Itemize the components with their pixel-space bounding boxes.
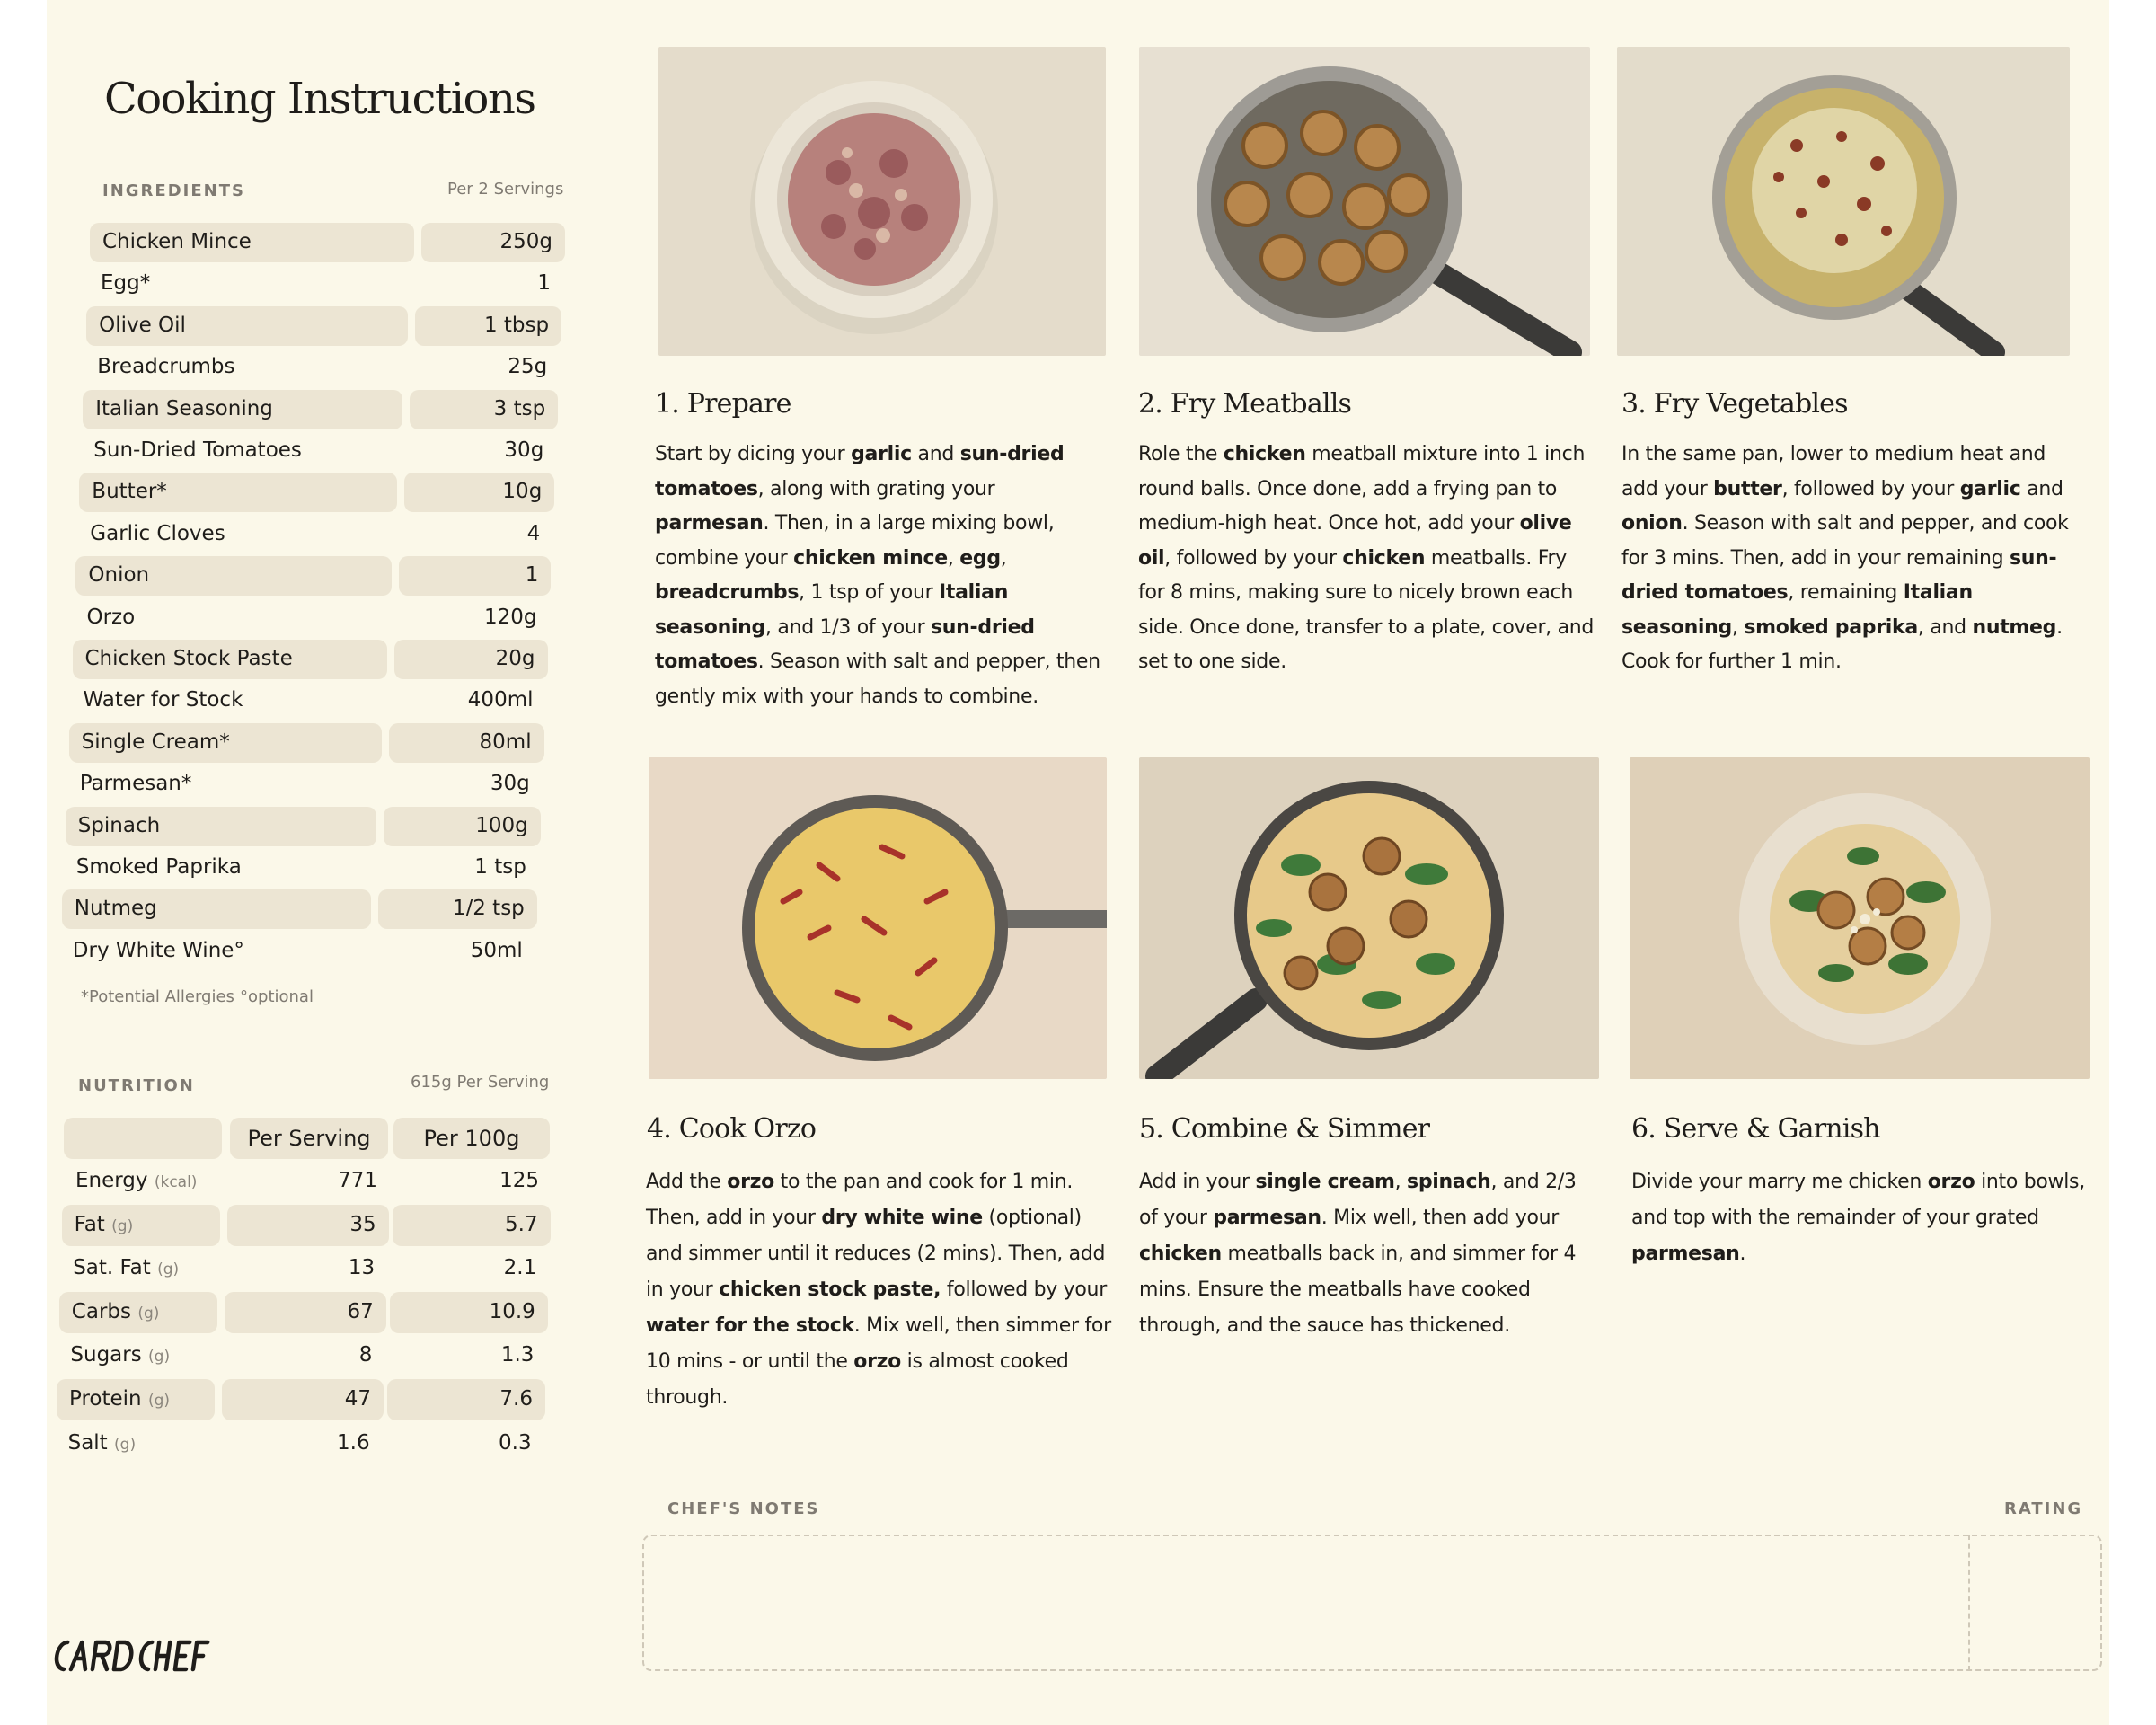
text-run: Start by dicing your bbox=[655, 443, 852, 465]
ingredient-row bbox=[75, 598, 550, 638]
ingredient-row bbox=[60, 932, 535, 971]
nutrient-label: Sat. Fat bbox=[73, 1256, 151, 1280]
ingredient-row bbox=[71, 681, 546, 721]
text-run: and bbox=[911, 443, 960, 465]
ingredient-row bbox=[81, 431, 556, 471]
text-run: , followed by your bbox=[1164, 546, 1343, 570]
ingredient-name: Italian Seasoning bbox=[95, 396, 273, 420]
nutrient-per-serving: 47 bbox=[344, 1387, 371, 1411]
step-5-photo bbox=[1139, 757, 1599, 1079]
text-run: , along with grating your bbox=[757, 477, 995, 500]
nutrition-row bbox=[56, 1423, 550, 1464]
ingredient-row bbox=[79, 473, 554, 512]
nutrient-unit: (kcal) bbox=[154, 1173, 198, 1191]
ingredient-quantity: 50ml bbox=[470, 938, 523, 962]
ingredients-label: INGREDIENTS bbox=[102, 181, 245, 200]
nutrition-row bbox=[59, 1292, 553, 1333]
nutrient-per-serving: 13 bbox=[348, 1256, 376, 1280]
nutrition-label: NUTRITION bbox=[78, 1076, 195, 1095]
bold-ingredient: onion bbox=[1621, 512, 1683, 535]
nutrient-label: Fat bbox=[74, 1212, 105, 1236]
bold-ingredient: Italian seasoning bbox=[1621, 581, 1973, 639]
nutrition-row bbox=[57, 1335, 552, 1376]
page-title: Cooking Instructions bbox=[104, 74, 535, 124]
ingredient-quantity: 4 bbox=[526, 521, 541, 545]
nutrient-per-100g: 0.3 bbox=[499, 1430, 532, 1455]
text-run: . Then, in a large mixing bowl, combine your bbox=[655, 512, 1055, 570]
text-run: . Mix well, then simmer for 10 mins - or until the bbox=[646, 1314, 1111, 1373]
text-run: , bbox=[1394, 1171, 1408, 1193]
text-run: , bbox=[1000, 546, 1007, 570]
text-run: , and 1/3 of your bbox=[764, 615, 932, 639]
step-2-text bbox=[1138, 438, 1596, 680]
nutrient-name bbox=[75, 1213, 134, 1236]
ingredient-name: Garlic Cloves bbox=[90, 521, 225, 545]
nutrient-name bbox=[70, 1343, 170, 1367]
step-6-title: 6. Serve & Garnish bbox=[1631, 1113, 1880, 1145]
ingredient-quantity: 1 tbsp bbox=[483, 313, 550, 337]
nutrient-label: Sugars bbox=[70, 1343, 142, 1367]
bold-ingredient: parmesan bbox=[1631, 1243, 1740, 1265]
step-2-photo bbox=[1139, 47, 1590, 356]
step-4-text bbox=[646, 1164, 1111, 1416]
allergy-note: *Potential Allergies bbox=[81, 987, 234, 1006]
bold-ingredient: garlic bbox=[851, 443, 912, 465]
ingredient-quantity: 10g bbox=[502, 480, 543, 504]
step-3-title: 3. Fry Vegetables bbox=[1621, 388, 1848, 420]
bold-ingredient: orzo bbox=[727, 1171, 774, 1193]
nutrient-per-serving: 1.6 bbox=[337, 1430, 370, 1455]
text-run: Role the bbox=[1138, 443, 1224, 465]
text-run: meatball mixture into 1 inch round balls. Once done, add a frying pan to medium-high heat. Once hot, add your bbox=[1138, 443, 1586, 535]
ingredient-name: Dry White Wine° bbox=[72, 938, 244, 962]
step-1-photo bbox=[658, 47, 1106, 356]
rating-label: RATING bbox=[2004, 1499, 2083, 1518]
nutrient-label: Energy bbox=[75, 1169, 148, 1192]
text-run: . bbox=[1739, 1243, 1746, 1265]
nutrient-name bbox=[75, 1169, 197, 1192]
text-run: , and 2/3 of your bbox=[1139, 1171, 1577, 1229]
nutrient-name bbox=[73, 1256, 179, 1279]
nutrition-row bbox=[63, 1161, 557, 1202]
ingredient-quantity: 1 bbox=[537, 271, 551, 296]
text-run: , followed by your bbox=[1781, 477, 1960, 500]
step-1-title: 1. Prepare bbox=[655, 388, 791, 420]
bold-ingredient: butter bbox=[1713, 477, 1782, 500]
bold-ingredient: egg bbox=[959, 546, 1001, 570]
nutrient-per-serving: 67 bbox=[347, 1299, 374, 1323]
text-run: . Season with salt and pepper, then gently mix with your hands to combine. bbox=[655, 650, 1100, 708]
nutrient-unit: (g) bbox=[114, 1435, 137, 1454]
step-5-text bbox=[1139, 1164, 1597, 1344]
ingredient-quantity: 1/2 tsp bbox=[452, 897, 525, 921]
step-6-photo bbox=[1630, 757, 2090, 1079]
bold-ingredient: spinach bbox=[1407, 1171, 1491, 1193]
ingredient-row bbox=[66, 807, 541, 846]
bold-ingredient: olive oil bbox=[1138, 512, 1572, 570]
ingredient-name: Nutmeg bbox=[74, 897, 157, 921]
ingredient-quantity: 25g bbox=[508, 355, 548, 379]
text-run: In the same pan, lower to medium heat and add your bbox=[1621, 443, 2046, 500]
bold-ingredient: Italian seasoning bbox=[655, 581, 1009, 639]
ingredient-name: Spinach bbox=[77, 813, 161, 837]
bold-ingredient: chicken bbox=[1342, 546, 1426, 570]
nutrient-per-100g: 1.3 bbox=[500, 1343, 535, 1367]
ingredient-quantity: 400ml bbox=[467, 688, 534, 712]
optional-note: °optional bbox=[240, 987, 314, 1006]
step-4-title: 4. Cook Orzo bbox=[647, 1113, 817, 1145]
cardchef-logo bbox=[50, 1637, 230, 1680]
ingredient-name: Water for Stock bbox=[83, 688, 243, 712]
step-2-title: 2. Fry Meatballs bbox=[1138, 388, 1352, 420]
bold-ingredient: nutmeg bbox=[1972, 615, 2057, 639]
text-run: followed by your bbox=[941, 1278, 1107, 1301]
text-run: , bbox=[947, 546, 960, 570]
ingredient-row bbox=[90, 223, 565, 262]
servings-label: Per 2 Servings bbox=[447, 180, 564, 199]
bold-ingredient: chicken stock paste, bbox=[719, 1278, 941, 1301]
bold-ingredient: orzo bbox=[853, 1350, 901, 1373]
bold-ingredient: parmesan bbox=[1213, 1207, 1321, 1229]
chefs-notes-label: CHEF'S NOTES bbox=[667, 1499, 820, 1518]
text-run: , 1 tsp of your bbox=[799, 581, 940, 604]
bold-ingredient: chicken bbox=[1223, 443, 1306, 465]
ingredient-name: Orzo bbox=[86, 605, 136, 629]
nutrient-name bbox=[68, 1431, 136, 1455]
ingredient-name: Parmesan* bbox=[79, 772, 192, 796]
step-1-text bbox=[655, 438, 1113, 714]
bold-ingredient: chicken mince bbox=[793, 546, 948, 570]
nutrient-unit: (g) bbox=[148, 1348, 171, 1367]
ingredient-name: Olive Oil bbox=[99, 313, 186, 337]
ingredient-row bbox=[86, 306, 561, 346]
nutrition-row bbox=[62, 1205, 556, 1246]
text-run: , and bbox=[1917, 615, 1973, 639]
step-5-title: 5. Combine & Simmer bbox=[1139, 1113, 1430, 1145]
bold-ingredient: breadcrumbs bbox=[655, 581, 800, 604]
bold-ingredient: smoked paprika bbox=[1744, 615, 1918, 639]
ingredient-quantity: 1 bbox=[525, 563, 539, 588]
ingredient-row bbox=[67, 765, 543, 804]
nutrient-per-100g: 125 bbox=[499, 1169, 539, 1192]
step-4-photo bbox=[649, 757, 1107, 1079]
ingredient-name: Sun-Dried Tomatoes bbox=[93, 438, 302, 462]
ingredient-name: Chicken Mince bbox=[102, 230, 252, 253]
ingredient-row bbox=[88, 264, 563, 304]
ingredient-quantity: 3 tsp bbox=[493, 396, 546, 420]
bold-ingredient: single cream bbox=[1255, 1171, 1395, 1193]
step-3-text bbox=[1621, 438, 2080, 680]
ingredient-row bbox=[83, 390, 558, 429]
nutrient-name bbox=[72, 1300, 160, 1323]
bold-ingredient: orzo bbox=[1927, 1171, 1975, 1193]
serving-weight: 615g Per Serving bbox=[411, 1073, 550, 1092]
nutrient-per-100g: 5.7 bbox=[505, 1212, 538, 1236]
ingredient-name: Onion bbox=[88, 563, 150, 588]
nutrient-unit: (g) bbox=[111, 1216, 134, 1235]
bold-ingredient: sun-dried tomatoes bbox=[655, 443, 1065, 500]
text-run: (optional) and simmer until it reduces (2 mins). Then, add in your bbox=[646, 1207, 1106, 1301]
ingredient-quantity: 100g bbox=[475, 813, 528, 837]
ingredient-name: Chicken Stock Paste bbox=[84, 647, 293, 670]
nutrient-unit: (g) bbox=[147, 1392, 170, 1410]
nutrient-per-100g: 10.9 bbox=[489, 1299, 535, 1323]
text-run: , remaining bbox=[1788, 581, 1904, 604]
step-3-photo bbox=[1617, 47, 2070, 356]
text-run: Add the bbox=[646, 1171, 728, 1193]
nutrient-label: Salt bbox=[67, 1430, 108, 1455]
chefs-notes-input[interactable] bbox=[642, 1535, 2102, 1671]
nutrition-header-per-serving: Per Serving bbox=[230, 1118, 388, 1159]
bold-ingredient: parmesan bbox=[655, 512, 764, 535]
text-run: meatballs back in, and simmer for 4 mins. Ensure the meatballs have cooked through, and the sauce has thickened. bbox=[1139, 1243, 1577, 1337]
ingredient-quantity: 30g bbox=[490, 772, 530, 796]
ingredient-quantity: 120g bbox=[484, 605, 537, 629]
text-run: . Mix well, then add your bbox=[1321, 1207, 1560, 1229]
ingredient-name: Egg* bbox=[101, 271, 151, 296]
ingredient-row bbox=[84, 348, 560, 387]
bold-ingredient: garlic bbox=[1959, 477, 2021, 500]
text-run: Divide your marry me chicken bbox=[1631, 1171, 1928, 1193]
bold-ingredient: sun-dried tomatoes bbox=[1621, 546, 2057, 604]
nutrition-header-blank bbox=[64, 1118, 222, 1159]
text-run: Add in your bbox=[1139, 1171, 1256, 1193]
nutrient-unit: (g) bbox=[157, 1261, 180, 1279]
text-run: meatballs. Fry for 8 mins, making sure to nicely brown each side. Once done, transfer to a plate, cover, and set to one side. bbox=[1138, 546, 1595, 673]
text-run: is almost cooked through. bbox=[646, 1350, 1069, 1409]
text-run: . Season with salt and pepper, and cook for 3 mins. Then, add in your remaining bbox=[1621, 512, 2069, 570]
ingredient-quantity: 80ml bbox=[479, 730, 532, 754]
ingredient-name: Butter* bbox=[92, 480, 167, 504]
ingredient-quantity: 250g bbox=[499, 230, 552, 253]
nutrient-per-100g: 7.6 bbox=[499, 1387, 533, 1411]
ingredient-row bbox=[64, 848, 539, 888]
ingredient-quantity: 20g bbox=[495, 647, 535, 670]
step-6-text bbox=[1631, 1164, 2107, 1272]
nutrient-name bbox=[69, 1387, 170, 1411]
ingredient-name: Breadcrumbs bbox=[97, 355, 235, 379]
ingredient-name: Single Cream* bbox=[81, 730, 230, 754]
bold-ingredient: dry white wine bbox=[821, 1207, 983, 1229]
text-run: to the pan and cook for 1 min. Then, add in your bbox=[646, 1171, 1074, 1229]
nutrition-header-per-100g: Per 100g bbox=[393, 1118, 550, 1159]
nutrition-row bbox=[57, 1379, 551, 1420]
nutrient-label: Carbs bbox=[71, 1299, 131, 1323]
bold-ingredient: chicken bbox=[1139, 1243, 1222, 1265]
text-run: , bbox=[1731, 615, 1745, 639]
nutrient-per-serving: 771 bbox=[338, 1169, 377, 1192]
nutrient-per-100g: 2.1 bbox=[503, 1256, 537, 1280]
ingredient-row bbox=[62, 889, 537, 929]
nutrient-label: Protein bbox=[69, 1387, 142, 1411]
ingredient-quantity: 1 tsp bbox=[474, 855, 526, 879]
rating-input[interactable] bbox=[1970, 1536, 2100, 1669]
nutrient-unit: (g) bbox=[137, 1304, 160, 1322]
bold-ingredient: sun-dried tomatoes bbox=[655, 615, 1035, 673]
nutrition-row bbox=[60, 1248, 554, 1289]
ingredient-row bbox=[77, 515, 552, 554]
ingredient-row bbox=[69, 723, 544, 763]
ingredient-row bbox=[75, 556, 551, 596]
nutrient-per-serving: 35 bbox=[349, 1212, 376, 1236]
text-run: into bowls, and top with the remainder of your grated bbox=[1631, 1171, 2085, 1229]
nutrient-per-serving: 8 bbox=[358, 1343, 373, 1367]
ingredient-quantity: 30g bbox=[504, 438, 544, 462]
ingredient-name: Smoked Paprika bbox=[75, 855, 242, 879]
text-run: . Cook for further 1 min. bbox=[1621, 615, 2063, 673]
bold-ingredient: water for the stock bbox=[646, 1314, 854, 1337]
text-run: and bbox=[2020, 477, 2063, 500]
ingredient-row bbox=[73, 640, 548, 679]
